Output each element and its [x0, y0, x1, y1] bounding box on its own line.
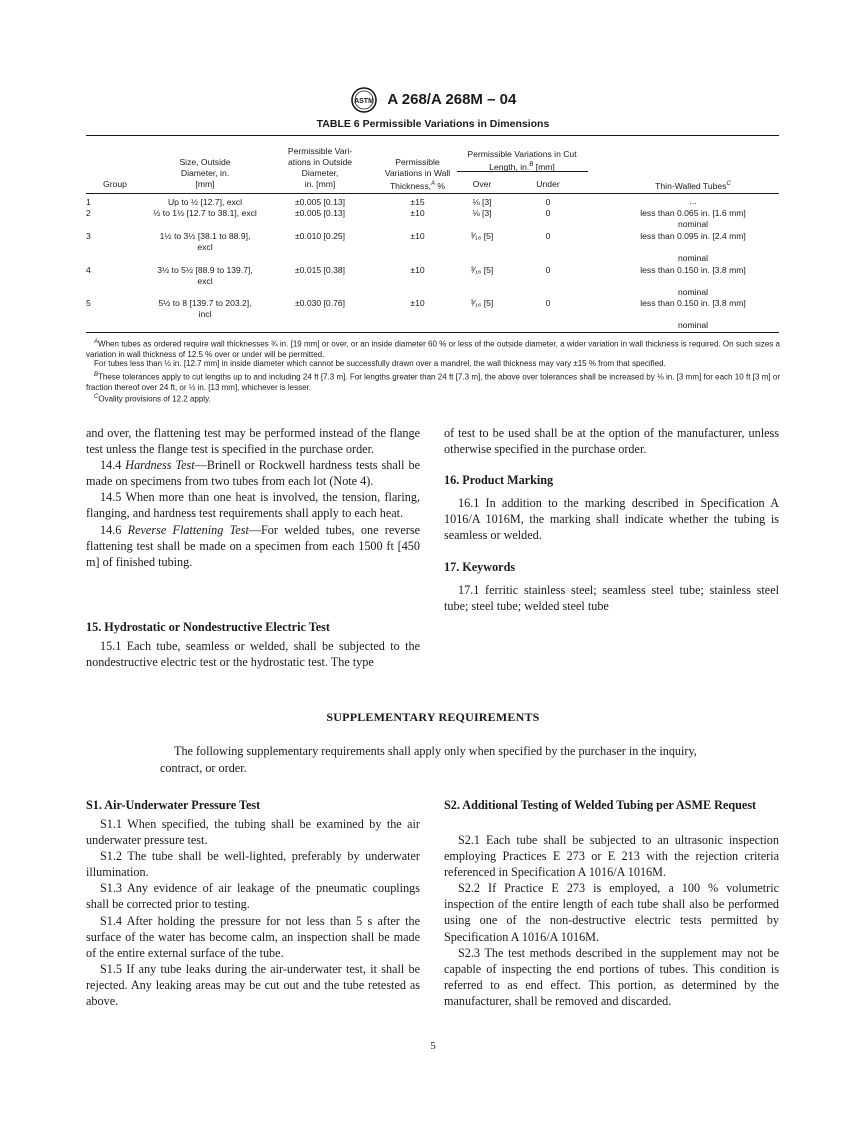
table-row-2-under: 0 [545, 208, 551, 218]
para-14-4: 14.4 Hardness Test—Brinell or Rockwell hardness tests shall be made on specimens from two tubes from each lot (Note 4). [86, 458, 421, 489]
para-17-1-wrap [444, 582, 779, 614]
col-header-thin: Thin-Walled Tubes$^C$ [655, 180, 731, 191]
table-footnote-a: $^A$When tubes as ordered require wall thicknesses ¾ in. [19 mm] or over, or an inside diameter 60 % or less of the outside diameter, a wider variation in wall thickness is required. On such sizes a variation in wall thickness of 12.5 % over or under will be permitted. [86, 339, 780, 360]
table-top-rule [86, 135, 779, 136]
supplementary-intro: The following supplementary requirements shall apply only when specified by the purchaser in the inquiry, contract, or order. [160, 744, 697, 775]
col-header-under: Under [536, 179, 560, 189]
s2-3: S2.3 The test methods described in the supplement may not be capable of inspecting the end portions of tubes. This condition is referred to as end effect. This portion, as determined by the manufacturer, shall be removed and discarded. [444, 945, 779, 1008]
table-footnote-c: $^C$Ovality provisions of 12.2 apply. [94, 394, 211, 404]
para-15-1-wrap [86, 638, 420, 670]
s1-body [86, 816, 420, 1009]
table-row-5-group: 5 [86, 298, 91, 308]
para-16-1: 16.1 In addition to the marking described in Specification A 1016/A 1016M, the marking shall indicate whether the tubing is seamless or welded. [444, 496, 779, 543]
table-header-rule [86, 193, 779, 194]
right-column-top [444, 425, 779, 457]
table-row-3-size: 1½ to 3½ [38.1 to 88.9], excl [159, 231, 251, 252]
table-row-3-wall: ±10 [410, 231, 425, 241]
table-row-2-size: ½ to 1½ [12.7 to 38.1], excl [153, 208, 257, 218]
para-14-3-cont: and over, the flattening test may be performed instead of the flange test unless the flange test is specified in the purchase order. [86, 426, 420, 457]
col-header-cut: Permissible Variations in Cut Length, in.$^B$ [mm] [467, 149, 577, 172]
col-header-size: Size, Outside Diameter, in. [mm] [179, 157, 231, 189]
svg-text:ASTM: ASTM [353, 98, 374, 105]
table-footnote-b: $^B$These tolerances apply to cut lengths up to and including 24 ft [7.3 m]. For lengths greater than 24 ft [7.3 m], the above over tolerances shall be increased by ⅛ in. [3 mm] for each 10 ft [3 m] or fraction thereof over 24 ft, or ½ in. [13 mm], whichever is lesser. [86, 372, 780, 393]
table-footnote-a2: For tubes less than ½ in. [12.7 mm] in inside diameter which cannot be successfully drawn over a mandrel, the wall thickness may vary ±15 % from that specified. [94, 359, 666, 368]
table-row-5-thin: less than 0.150 in. [3.8 mm] nominal [640, 298, 746, 330]
s1-heading: S1. Air-Underwater Pressure Test [86, 798, 261, 812]
col-header-group: Group [103, 179, 127, 189]
table-row-4-wall: ±10 [410, 265, 425, 275]
s1-2: S1.2 The tube shall be well-lighted, preferably by underwater illumination. [86, 849, 420, 880]
table-row-4-under: 0 [545, 265, 551, 275]
para-17-1: 17.1 ferritic stainless steel; seamless steel tube; stainless steel tube; steel tube; welded steel tube [444, 583, 779, 614]
table-row-1-thin: ... [689, 196, 697, 206]
table-row-1-group: 1 [86, 197, 91, 207]
page-number: 5 [430, 1040, 436, 1052]
table-row-2-wall: ±10 [410, 208, 425, 218]
document-header [0, 86, 866, 114]
col-header-od: Permissible Vari- ations in Outside Diameter, in. [mm] [287, 146, 353, 189]
left-column [86, 425, 420, 570]
s2-2: S2.2 If Practice E 273 is employed, a 100 % volumetric inspection of the entire length of each tube shall also be performed using one of the non-destructive electric tests permitted by Specification A 1016/A 1016M. [444, 881, 779, 944]
table-row-3-over: ³⁄₁₆ [5] [470, 231, 494, 241]
s2-body [444, 832, 779, 1009]
table-row-3-thin: less than 0.095 in. [2.4 mm] nominal [640, 231, 746, 263]
table-row-5-size: 5½ to 8 [139.7 to 203.2], incl [158, 298, 252, 319]
section-16-heading: 16. Product Marking [444, 473, 554, 487]
table-row-4-size: 3½ to 5½ [88.9 to 139.7], excl [157, 265, 253, 286]
para-14-5: 14.5 When more than one heat is involved, the tension, flaring, flanging, and hardness test requirements shall apply to each heat. [86, 490, 420, 521]
table-row-3-under: 0 [545, 231, 551, 241]
table-row-4-od: ±0.015 [0.38] [294, 265, 346, 275]
designation: A 268/A 268M – 04 [387, 90, 517, 108]
table-row-4-thin: less than 0.150 in. [3.8 mm] nominal [640, 265, 746, 297]
s1-5: S1.5 If any tube leaks during the air-underwater test, it shall be rejected. Any leaking areas may be cut out and the tube retested as above. [86, 961, 420, 1009]
table-row-2-od: ±0.005 [0.13] [294, 208, 346, 218]
table-row-1-over: ⅛ [3] [472, 197, 492, 207]
s2-1: S2.1 Each tube shall be subjected to an ultrasonic inspection employing Practices E 273 or E 213 with the rejection criteria referenced in Specification A 1016/A 1016M. [444, 833, 779, 880]
astm-logo-icon [350, 86, 378, 114]
table-row-1-under: 0 [545, 197, 551, 207]
table-row-5-od: ±0.030 [0.76] [294, 298, 346, 308]
table-row-5-wall: ±10 [410, 298, 425, 308]
s1-1: S1.1 When specified, the tubing shall be examined by the air underwater pressure test. [86, 817, 420, 848]
s1-4: S1.4 After holding the pressure for not less than 5 s after the surface of the water has become calm, an inspection shall be made of the entire external surface of the tube. [86, 913, 420, 960]
table-row-4-over: ³⁄₁₆ [5] [470, 265, 494, 275]
table-row-2-group: 2 [86, 208, 91, 218]
section-15-heading: 15. Hydrostatic or Nondestructive Electric Test [86, 620, 330, 634]
table-row-2-over: ⅛ [3] [472, 208, 492, 218]
col-header-over: Over [472, 179, 492, 189]
para-16-1-wrap [444, 495, 779, 543]
table-row-3-od: ±0.010 [0.25] [294, 231, 346, 241]
s2-heading: S2. Additional Testing of Welded Tubing per ASME Request [444, 798, 757, 812]
para-15-1: 15.1 Each tube, seamless or welded, shall be subjected to the nondestructive electric test or the hydrostatic test. The type [86, 639, 420, 670]
table-bottom-rule [86, 332, 779, 333]
col-header-wall: Permissible Variations in Wall Thickness,$^A$ % [384, 157, 451, 191]
table-row-5-over: ³⁄₁₆ [5] [470, 298, 494, 308]
table-row-1-wall: ±15 [410, 197, 425, 207]
table-title: TABLE 6 Permissible Variations in Dimensions [316, 118, 550, 130]
table-row-2-thin: less than 0.065 in. [1.6 mm] nominal [640, 208, 746, 229]
para-14-6: 14.6 Reverse Flattening Test—For welded tubes, one reverse flattening test shall be made on a specimen from each 1500 ft [450 m] of finished tubing. [86, 522, 420, 569]
supplementary-title: SUPPLEMENTARY REQUIREMENTS [326, 710, 540, 724]
table-row-4-group: 4 [86, 265, 91, 275]
table-row-5-under: 0 [545, 298, 551, 308]
table-row-3-group: 3 [86, 231, 91, 241]
section-17-heading: 17. Keywords [444, 560, 516, 574]
table-row-1-od: ±0.005 [0.13] [294, 197, 346, 207]
s1-3: S1.3 Any evidence of air leakage of the pneumatic couplings shall be corrected prior to testing. [86, 881, 420, 912]
para-15-1-cont: of test to be used shall be at the option of the manufacturer, unless otherwise specified in the purchase order. [444, 426, 779, 457]
table-row-1-size: Up to ½ [12.7], excl [167, 197, 243, 207]
